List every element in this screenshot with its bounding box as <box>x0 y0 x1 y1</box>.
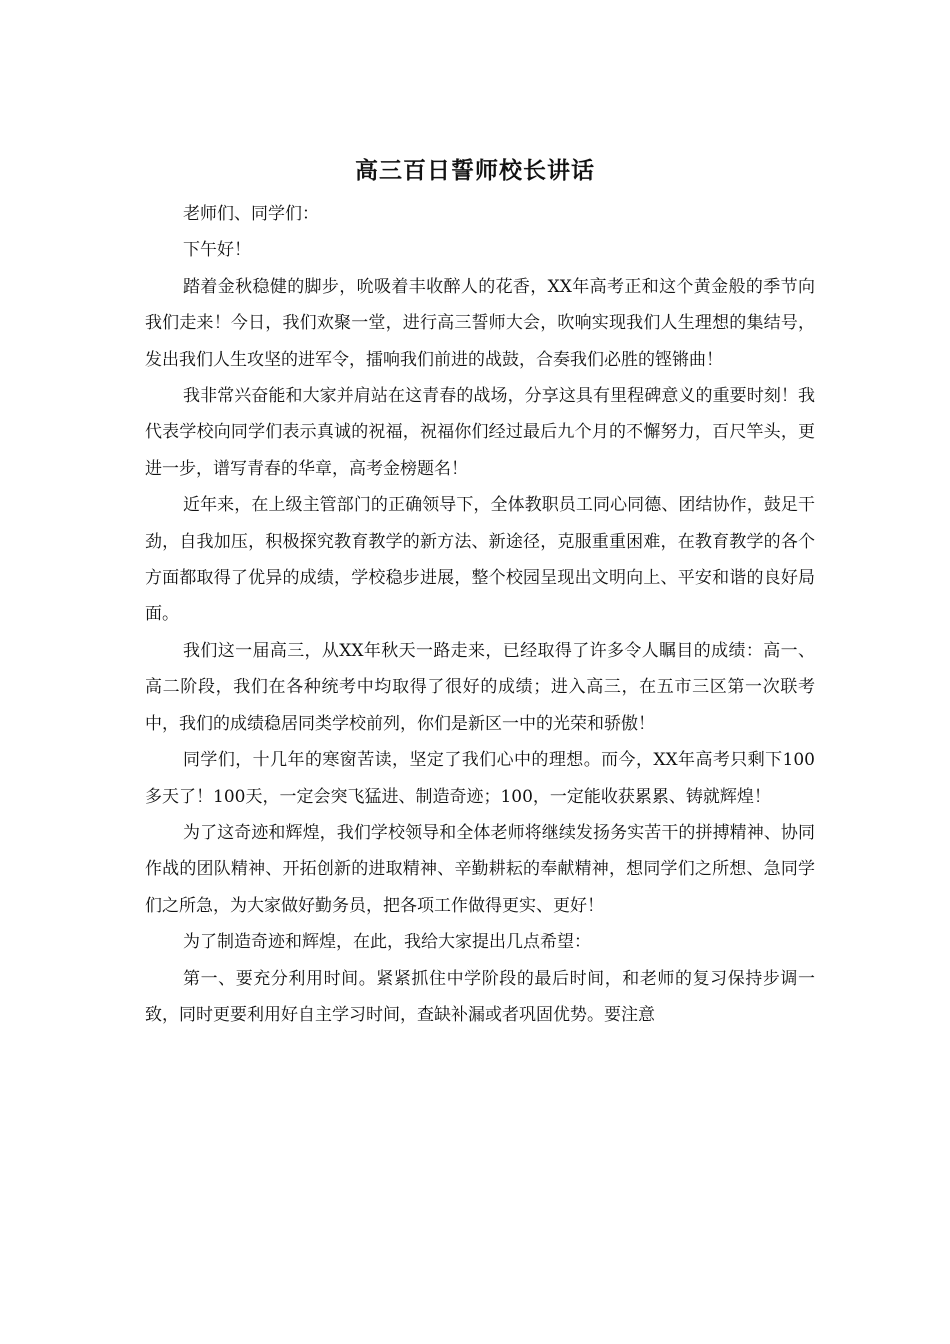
paragraph-salutation: 老师们、同学们： <box>183 204 319 224</box>
paragraph: 第一、要充分利用时间。紧紧抓住中学阶段的最后时间，和老师的复习保持步调一致，同时更要利用好自主学习时间，查缺补漏或者巩固优势。要注意 <box>145 968 815 1025</box>
paragraph: 我们这一届高三，从XX年秋天一路走来，已经取得了许多令人瞩目的成绩：高一、高二阶段，我们在各种统考中均取得了很好的成绩；进入高三，在五市三区第一次联考中，我们的成绩稳居同类学校前列，你们是新区一中的光荣和骄傲！ <box>145 640 815 734</box>
document-body <box>145 196 815 1033</box>
paragraph: 同学们，十几年的寒窗苦读，坚定了我们心中的理想。而今，XX年高考只剩下100多天了！100天，一定会突飞猛进、制造奇迹；100，一定能收获累累、铸就辉煌！ <box>145 750 815 807</box>
paragraph: 近年来，在上级主管部门的正确领导下，全体教职员工同心同德、团结协作，鼓足干劲，自我加压，积极探究教育教学的新方法、新途径，克服重重困难，在教育教学的各个方面都取得了优异的成绩，学校稳步进展，整个校园呈现出文明向上、平安和谐的良好局面。 <box>145 495 815 625</box>
paragraph: 为了这奇迹和辉煌，我们学校领导和全体老师将继续发扬务实苦干的拼搏精神、协同作战的团队精神、开拓创新的进取精神、辛勤耕耘的奉献精神，想同学们之所想、急同学们之所急，为大家做好勤务员，把各项工作做得更实、更好！ <box>145 822 815 916</box>
paragraph: 为了制造奇迹和辉煌，在此，我给大家提出几点希望： <box>183 932 591 953</box>
paragraph: 我非常兴奋能和大家并肩站在这青春的战场，分享这具有里程碑意义的重要时刻！我代表学校向同学们表示真诚的祝福，祝福你们经过最后九个月的不懈努力，百尺竿头，更进一步，谱写青春的华章，高考金榜题名！ <box>145 386 815 479</box>
paragraph-greeting: 下午好！ <box>183 240 251 261</box>
paragraph: 踏着金秋稳健的脚步，吮吸着丰收醉人的花香，XX年高考正和这个黄金般的季节向我们走来！今日，我们欢聚一堂，进行高三誓师大会，吹响实现我们人生理想的集结号，发出我们人生攻坚的进军令，擂响我们前进的战鼓，合奏我们必胜的铿锵曲！ <box>145 276 815 370</box>
document-title: 高三百日誓师校长讲话 <box>355 157 595 184</box>
